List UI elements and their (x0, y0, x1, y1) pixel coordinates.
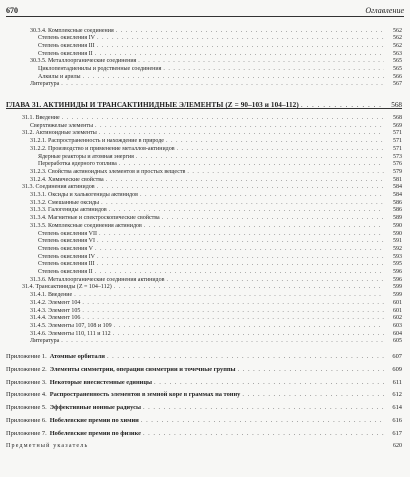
toc-entry (38, 269, 402, 276)
toc-entry (22, 115, 402, 122)
toc-entry (30, 177, 402, 184)
dot-leader (301, 101, 384, 110)
dot-leader (97, 43, 384, 50)
entry-title: 31.4.3. Элемент 105 (30, 307, 81, 314)
appendix-title: Эффективные ионные радиусы (49, 404, 141, 412)
toc-entry (38, 74, 402, 81)
dot-leader (83, 74, 384, 81)
dot-leader (99, 231, 384, 238)
appendix-entry (6, 353, 402, 361)
page-ref: 605 (393, 338, 402, 345)
toc-entry (38, 161, 402, 168)
page-ref: 616 (392, 417, 402, 424)
page-ref: 568 (391, 101, 402, 109)
page-ref: 571 (393, 145, 402, 152)
dot-leader (141, 417, 384, 425)
dot-leader (166, 138, 384, 145)
page-ref: 584 (393, 184, 402, 191)
dot-leader (177, 146, 384, 153)
entry-title: ГЛАВА 31. АКТИНИДЫ И ТРАНСАКТИНИДНЫЕ ЭЛЕМЕНТЫ (Z = 90–103 и 104–112) (6, 101, 299, 109)
entry-title: Приложение 4. (6, 391, 47, 399)
dot-leader (82, 300, 384, 307)
toc-entry (30, 81, 402, 88)
toc-entry (30, 315, 402, 322)
entry-title: Циклопентадиенилы и родственные соединения (38, 66, 162, 72)
page-ref: 607 (392, 353, 402, 360)
page-ref: 590 (393, 230, 402, 237)
entry-title: 30.3.5. Металлоорганические соединения (30, 58, 137, 65)
toc-entry (30, 223, 402, 230)
appendix-entry (6, 430, 402, 438)
entry-title: 31.4.5. Элементы 107, 108 и 109 (30, 322, 112, 329)
toc-entry (38, 43, 402, 50)
dot-leader (95, 246, 384, 253)
dot-leader (95, 123, 384, 130)
toc-entry (30, 192, 402, 199)
dot-leader (116, 28, 384, 35)
entry-title: Степень окисления III (38, 261, 95, 268)
toc-entry (38, 238, 402, 245)
dot-leader (61, 81, 384, 88)
entry-title: 31.2.4. Химические свойства (30, 176, 104, 183)
dot-leader (106, 177, 384, 184)
dot-leader (95, 51, 384, 58)
page-ref: 584 (393, 192, 402, 198)
toc-entry (30, 169, 402, 176)
toc-entry (30, 138, 402, 145)
toc-entry (30, 28, 402, 35)
page-ref: 599 (393, 284, 402, 291)
page-ref: 609 (392, 365, 402, 373)
page-header (6, 4, 404, 17)
entry-title: 31.3.1. Оксиды и халькогениды актинидов (30, 192, 138, 198)
toc-entry (38, 66, 402, 73)
page-ref: 569 (393, 122, 402, 129)
toc-entry (30, 58, 402, 65)
dot-leader (62, 115, 384, 122)
entry-title: Степень окисления IV (38, 253, 95, 260)
page-ref: 586 (393, 199, 402, 206)
entry-title: 31.3.4. Магнитные и спектроскопические свойства (30, 215, 160, 222)
page-ref: 573 (393, 153, 402, 160)
toc-entry (30, 338, 402, 345)
page-number: 670 (6, 6, 18, 15)
toc-entry (38, 231, 402, 238)
toc-entry (38, 154, 402, 161)
entry-title: Степень окисления II (38, 50, 93, 57)
dot-leader (119, 161, 384, 168)
appendix-entry (6, 404, 402, 412)
toc-entry (38, 254, 402, 261)
dot-leader (162, 215, 384, 222)
entry-title: Алкилы и арилы (38, 73, 81, 80)
dot-leader (187, 169, 384, 176)
entry-title: 31.4.2. Элемент 104 (30, 299, 81, 306)
toc-entry (30, 331, 402, 338)
entry-title: Степень окисления IV (38, 35, 95, 42)
entry-title: 31.3.3. Галогениды актинидов (30, 207, 107, 214)
page-ref: 602 (393, 315, 402, 322)
page-ref: 567 (393, 81, 402, 88)
page-ref: 563 (393, 50, 402, 57)
toc-entry (22, 130, 402, 137)
entry-title: Литература (30, 338, 60, 345)
toc-entry (22, 284, 402, 291)
appendix-title: Атомные орбитали (49, 353, 105, 360)
toc-entry (38, 35, 402, 42)
toc-entry (30, 308, 402, 315)
dot-leader (238, 366, 384, 374)
dot-leader (109, 207, 384, 214)
page-ref: 571 (393, 130, 402, 137)
entry-title: Приложение 6. (6, 417, 47, 424)
dot-leader (113, 331, 384, 338)
dot-leader (114, 284, 384, 291)
entry-title: 31.3. Соединения актинидов (22, 184, 95, 191)
entry-title: Степень окисления VI (38, 238, 95, 245)
page-ref: 596 (393, 269, 402, 275)
appendix-title: Нобелевские премии по химии (49, 417, 139, 424)
entry-title: Приложение 7. (6, 429, 47, 437)
page-ref: 566 (393, 73, 402, 80)
entry-title: 30.3.4. Комплексные соединения (30, 27, 114, 34)
page-ref: 612 (392, 391, 402, 399)
page-ref: 590 (393, 222, 402, 229)
toc-entry (38, 261, 402, 268)
page-ref: 596 (393, 276, 402, 283)
page-ref: 579 (393, 168, 402, 175)
toc-entry (30, 207, 402, 214)
toc-entry (22, 184, 402, 191)
dot-leader (107, 353, 384, 361)
entry-title: Степень окисления VII (38, 230, 97, 237)
page-ref: 592 (393, 245, 402, 252)
index-entry (6, 443, 402, 450)
toc-entry (38, 51, 402, 58)
entry-title: 31.2.1. Распространенность и нахождение в природе (30, 138, 164, 145)
entry-title: 31.4.1. Введение (30, 292, 73, 299)
toc-entry (30, 292, 402, 299)
appendix-entry (6, 417, 402, 425)
entry-title: 31.3.6. Металлоорганические соединения актинидов (30, 276, 165, 283)
dot-leader (101, 200, 384, 207)
appendix-entry (6, 391, 402, 399)
page-ref: 599 (393, 292, 402, 299)
page-ref: 562 (393, 35, 402, 42)
entry-title: Приложение 2. (6, 365, 47, 373)
entry-title: 31.4.4. Элемент 106 (30, 315, 81, 322)
page-ref: 565 (393, 66, 402, 72)
entry-title: Степень окисления III (38, 42, 95, 49)
dot-leader (97, 238, 384, 245)
page-ref: 603 (393, 322, 402, 329)
dot-leader (99, 130, 384, 137)
toc-entry (30, 300, 402, 307)
appendix-title: Элементы симметрии, операции симметрии и точечные группы (49, 365, 236, 373)
toc-entry (38, 246, 402, 253)
entry-title: Приложение 1. (6, 353, 47, 360)
appendix-entry (6, 366, 402, 374)
dot-leader (95, 269, 384, 276)
page-ref: 586 (393, 207, 402, 214)
dot-leader (136, 154, 384, 161)
entry-title: Ядерные реакторы и атомная энергия (38, 153, 134, 160)
page-ref: 595 (393, 261, 402, 268)
dot-leader (74, 292, 384, 299)
chapter-heading (6, 101, 402, 110)
page-ref: 593 (393, 253, 402, 260)
page-ref: 601 (393, 299, 402, 306)
dot-leader (61, 338, 384, 345)
entry-title: 31.4.6. Элементы 110, 111 и 112 (30, 330, 111, 337)
toc-entry (30, 215, 402, 222)
dot-leader (97, 35, 384, 42)
running-title: Оглавление (365, 6, 404, 15)
page-ref: 601 (393, 307, 402, 314)
entry-title: Степень окисления V (38, 245, 93, 252)
dot-leader (97, 254, 384, 261)
page-ref: 562 (393, 42, 402, 49)
entry-title: 31.3.5. Комплексные соединения актинидов (30, 222, 142, 229)
page-ref: 591 (393, 238, 402, 245)
entry-title: Переработка ядерного топлива (38, 161, 117, 168)
dot-leader (242, 391, 384, 399)
dot-leader (143, 430, 384, 438)
page-ref: 571 (393, 138, 402, 145)
page-ref: 617 (392, 429, 402, 437)
page-ref: 614 (392, 404, 402, 412)
toc-entry (30, 323, 402, 330)
entry-title: 31.2.3. Свойства актиноидных элементов и простых веществ (30, 168, 186, 175)
dot-leader (166, 277, 384, 284)
appendix-title: Распространенность элементов в земной коре в граммах на тонну (49, 391, 241, 399)
page-ref: 565 (393, 58, 402, 65)
dot-leader (154, 379, 384, 387)
toc-entry (30, 123, 402, 130)
entry-title: Приложение 5. (6, 404, 47, 412)
page-ref: 620 (393, 443, 402, 449)
dot-leader (97, 261, 384, 268)
entry-title: Предметный указатель (6, 443, 89, 449)
page-ref: 568 (393, 115, 402, 121)
entry-title: Приложение 3. (6, 378, 47, 386)
page-ref: 576 (393, 161, 402, 168)
page-ref: 562 (393, 27, 402, 34)
page-ref: 581 (393, 176, 402, 183)
entry-title: Сверхтяжелые элементы (30, 122, 93, 129)
page-ref: 611 (392, 378, 402, 386)
dot-leader (163, 66, 384, 73)
appendix-title: Нобелевские премии по физике (49, 429, 141, 437)
toc-entry (30, 146, 402, 153)
appendix-entry (6, 379, 402, 387)
entry-title: 31.2. Актиноидные элементы (22, 130, 97, 137)
page-ref: 589 (393, 215, 402, 222)
toc-entry (30, 277, 402, 284)
dot-leader (138, 58, 384, 65)
dot-leader (82, 308, 384, 315)
dot-leader (144, 223, 384, 230)
toc-entry (30, 200, 402, 207)
dot-leader (143, 404, 384, 412)
dot-leader (114, 323, 384, 330)
entry-title: 31.1. Введение (22, 115, 60, 121)
dot-leader (82, 315, 384, 322)
entry-title: Степень окисления II (38, 269, 93, 275)
dot-leader (97, 184, 384, 191)
dot-leader (140, 192, 384, 199)
entry-title: 31.3.2. Смешанные оксиды (30, 199, 100, 206)
entry-title: Литература (30, 81, 60, 88)
page-ref: 604 (393, 330, 402, 337)
appendix-title: Некоторые внесистемные единицы (49, 378, 152, 386)
entry-title: 31.2.2. Производство и применение металлов-актинидов (30, 145, 175, 152)
entry-title: 31.4. Трансактиниды (Z = 104–112) (22, 284, 112, 291)
